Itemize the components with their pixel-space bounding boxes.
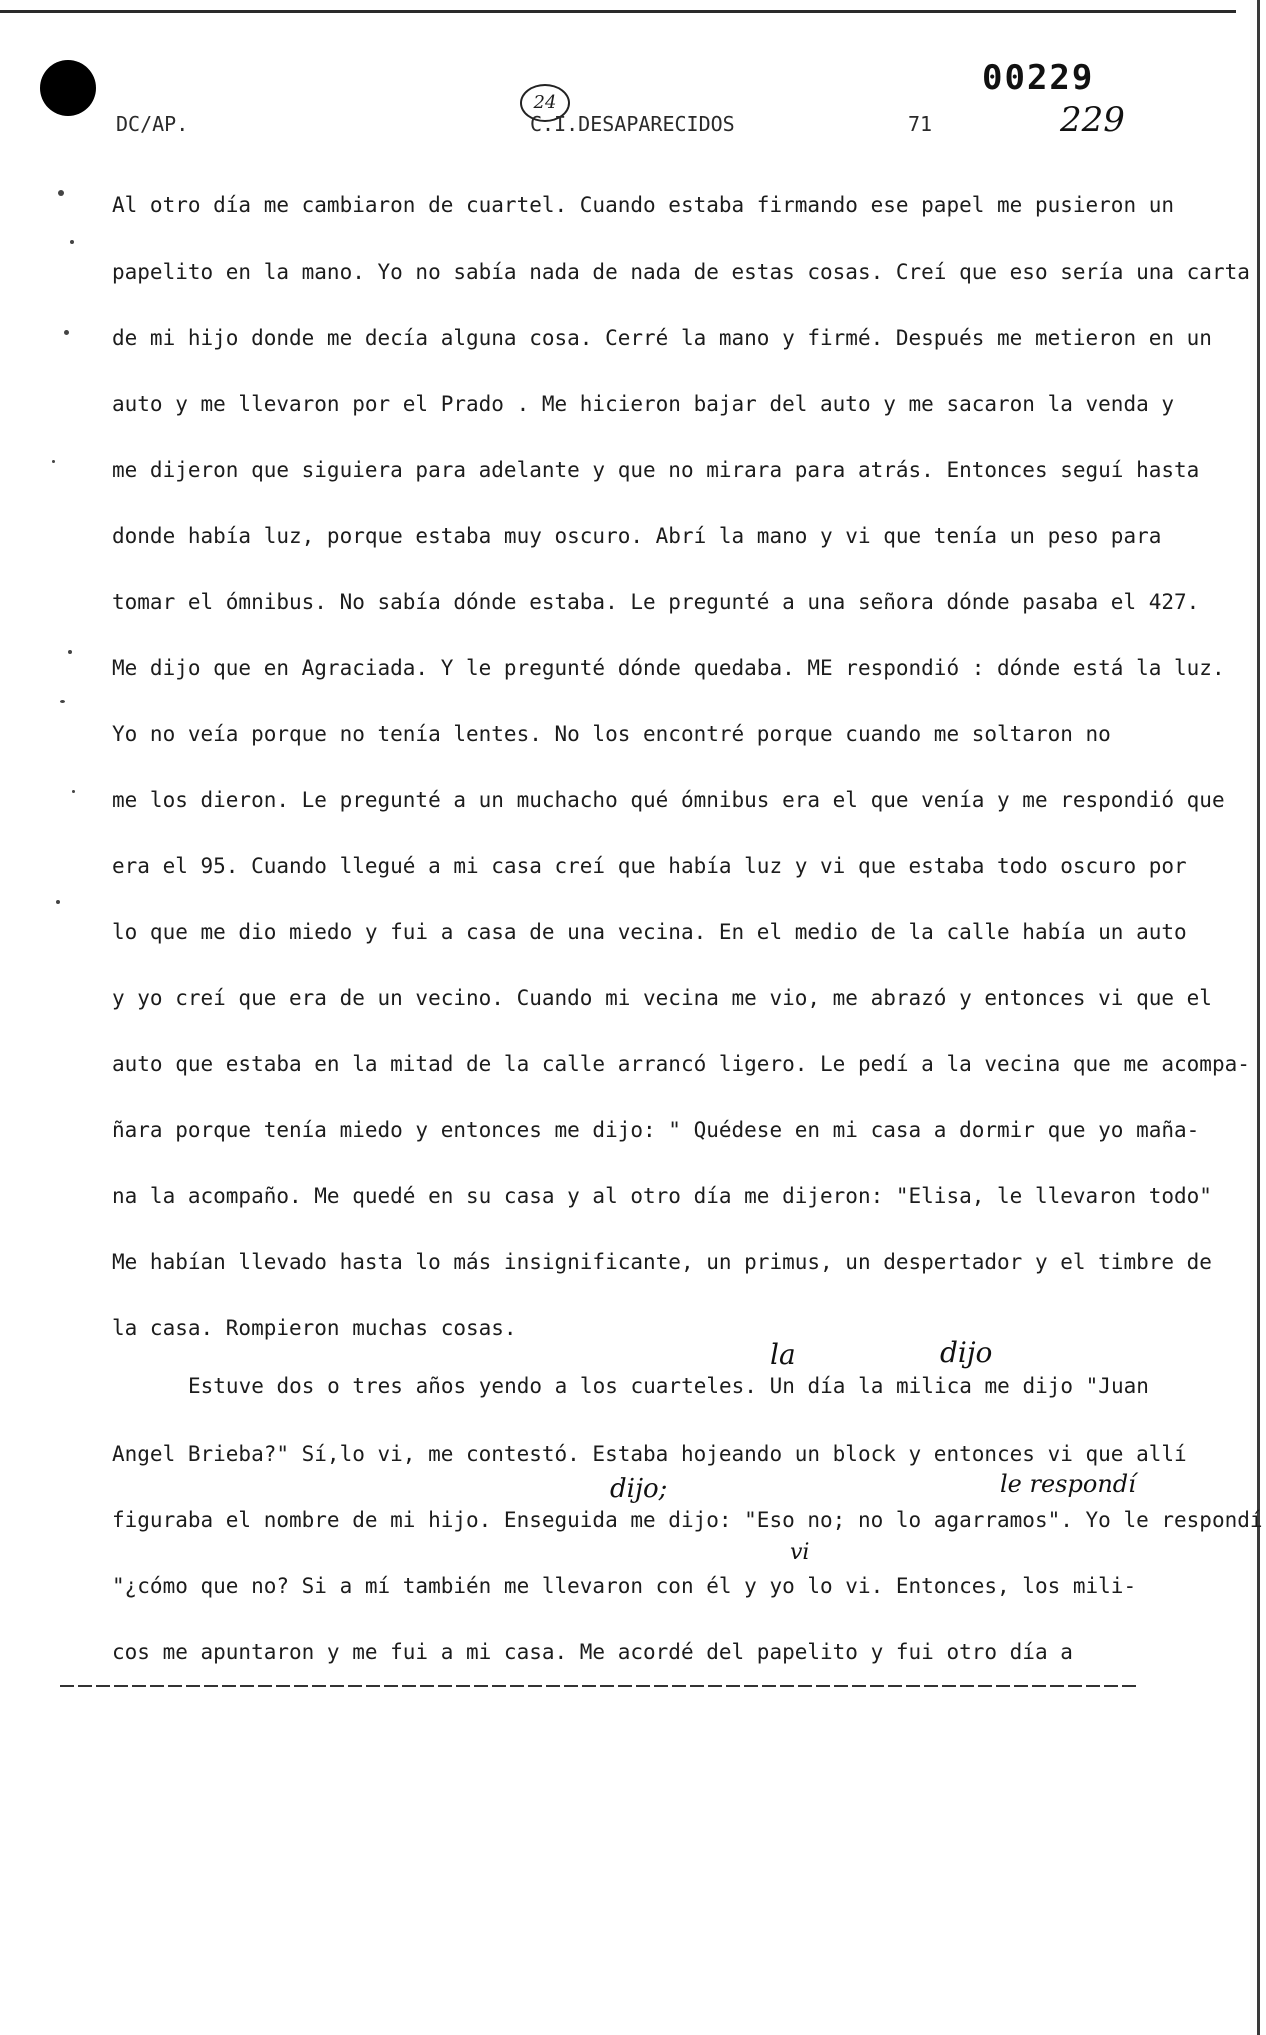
speckle — [64, 330, 69, 335]
text-line: Me dijo que en Agraciada. Y le pregunté dónde quedaba. ME respondió : dónde está la luz. — [112, 656, 1225, 680]
speckle — [72, 790, 75, 793]
text-line: na la acompaño. Me quedé en su casa y al otro día me dijeron: "Elisa, le llevaron todo" — [112, 1184, 1212, 1208]
speckle — [52, 460, 55, 463]
text-line: auto y me llevaron por el Prado . Me hicieron bajar del auto y me sacaron la venda y — [112, 392, 1175, 416]
text-line: papelito en la mano. Yo no sabía nada de nada de estas cosas. Creí que eso sería una carta — [112, 260, 1250, 284]
circled-page-mark: 24 — [520, 84, 570, 122]
speckle — [70, 240, 74, 244]
text-line: y yo creí que era de un vecino. Cuando mi vecina me vio, me abrazó y entonces vi que el — [112, 986, 1212, 1010]
header-code: DC/AP. — [116, 112, 189, 136]
page-number: 71 — [908, 112, 933, 136]
handwritten-annotation: le respondí — [1000, 1470, 1136, 1498]
punch-hole — [40, 60, 96, 116]
text-line: Estuve dos o tres años yendo a los cuarteles. Un día la milica me dijo "Juan — [188, 1374, 1149, 1398]
text-line: Al otro día me cambiaron de cuartel. Cuando estaba firmando ese papel me pusieron un — [112, 193, 1175, 217]
bottom-dashed-rule — [60, 1685, 1140, 1687]
text-line: la casa. Rompieron muchas cosas. — [112, 1316, 517, 1340]
handwritten-annotation: dijo; — [610, 1474, 668, 1504]
text-line: de mi hijo donde me decía alguna cosa. Cerré la mano y firmé. Después me metieron en un — [112, 326, 1212, 350]
text-line: Yo no veía porque no tenía lentes. No los encontré porque cuando me soltaron no — [112, 722, 1111, 746]
speckle — [58, 190, 64, 196]
text-line: Angel Brieba?" Sí,lo vi, me contestó. Estaba hojeando un block y entonces vi que allí — [112, 1442, 1187, 1466]
text-line: figuraba el nombre de mi hijo. Enseguida me dijo: "Eso no; no lo agarramos". Yo le respondí — [112, 1508, 1263, 1532]
text-line: ñara porque tenía miedo y entonces me dijo: " Quédese en mi casa a dormir que yo maña- — [112, 1118, 1200, 1142]
handwritten-annotation: dijo — [940, 1336, 993, 1369]
text-line: me los dieron. Le pregunté a un muchacho qué ómnibus era el que venía y me respondió que — [112, 788, 1225, 812]
text-line: Me habían llevado hasta lo más insignificante, un primus, un despertador y el timbre de — [112, 1250, 1212, 1274]
text-line: "¿cómo que no? Si a mí también me llevaron con él y yo lo vi. Entonces, los mili- — [112, 1574, 1137, 1598]
page-top-edge — [0, 10, 1236, 13]
handwritten-page-number: 229 — [1060, 100, 1125, 140]
text-line: me dijeron que siguiera para adelante y que no mirara para atrás. Entonces seguí hasta — [112, 458, 1200, 482]
stamp-number: 00229 — [982, 58, 1095, 98]
handwritten-annotation: vi — [790, 1540, 810, 1565]
speckle — [56, 900, 60, 904]
speckle — [60, 700, 65, 703]
text-line: tomar el ómnibus. No sabía dónde estaba. Le pregunté a una señora dónde pasaba el 427. — [112, 590, 1200, 614]
handwritten-annotation: la — [770, 1338, 796, 1371]
text-line: donde había luz, porque estaba muy oscuro. Abrí la mano y vi que tenía un peso para — [112, 524, 1162, 548]
text-line: lo que me dio miedo y fui a casa de una vecina. En el medio de la calle había un auto — [112, 920, 1187, 944]
speckle — [68, 650, 72, 654]
header-title: C.I.DESAPARECIDOS — [530, 112, 735, 136]
text-line: auto que estaba en la mitad de la calle arrancó ligero. Le pedí a la vecina que me acompa- — [112, 1052, 1250, 1076]
page-right-edge — [1257, 0, 1260, 2035]
text-line: cos me apuntaron y me fui a mi casa. Me acordé del papelito y fui otro día a — [112, 1640, 1073, 1664]
text-line: era el 95. Cuando llegué a mi casa creí que había luz y vi que estaba todo oscuro por — [112, 854, 1187, 878]
